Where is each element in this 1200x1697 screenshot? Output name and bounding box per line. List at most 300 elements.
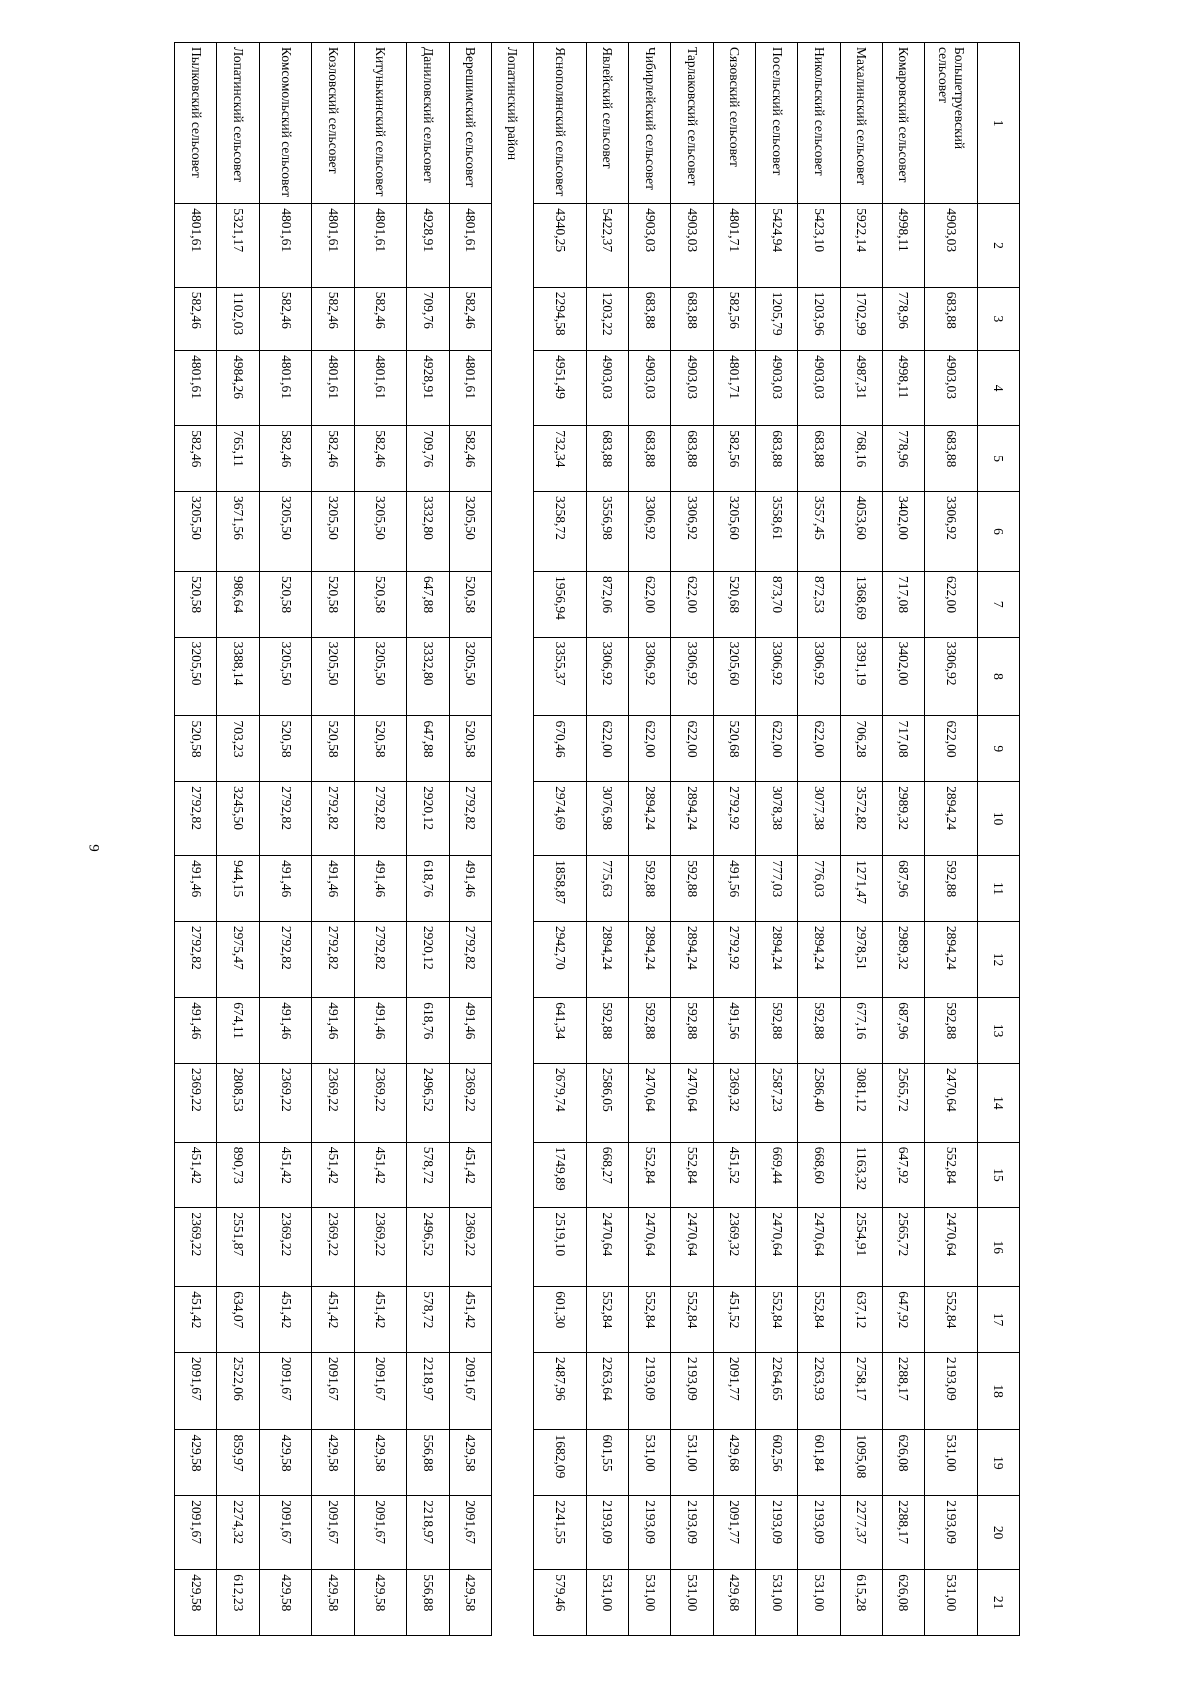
- value-cell: 582,46: [354, 287, 407, 350]
- column-header: 3: [977, 287, 1019, 350]
- table-row: [534, 43, 587, 1636]
- value-cell: 3205,60: [713, 637, 755, 716]
- value-cell: 429,58: [175, 1570, 217, 1636]
- value-cell: 2193,09: [629, 1352, 671, 1430]
- value-cell: 2679,74: [534, 1063, 587, 1142]
- value-cell: 429,58: [449, 1430, 491, 1496]
- value-cell: 2091,67: [259, 1496, 312, 1570]
- row-name: Сязовский сельсовет: [713, 43, 755, 204]
- value-cell: 2369,22: [354, 1063, 407, 1142]
- value-cell: 4903,03: [755, 351, 797, 426]
- column-header: 1: [977, 43, 1019, 204]
- value-cell: 618,76: [407, 856, 449, 922]
- table-row: [671, 43, 713, 1636]
- value-cell: 2091,67: [354, 1496, 407, 1570]
- value-cell: 451,42: [354, 1287, 407, 1353]
- empty-cell: [491, 1063, 533, 1142]
- value-cell: 582,46: [312, 287, 354, 350]
- value-cell: 3671,56: [217, 491, 259, 571]
- value-cell: 2792,92: [713, 782, 755, 856]
- value-cell: 1682,09: [534, 1430, 587, 1496]
- value-cell: 687,96: [882, 856, 924, 922]
- value-cell: 2091,67: [312, 1352, 354, 1430]
- value-cell: 778,96: [882, 426, 924, 492]
- value-cell: 520,68: [713, 716, 755, 782]
- value-cell: 451,42: [175, 1142, 217, 1208]
- column-header: 5: [977, 426, 1019, 492]
- empty-cell: [491, 491, 533, 571]
- value-cell: 2369,22: [449, 1063, 491, 1142]
- value-cell: 3306,92: [671, 637, 713, 716]
- value-cell: 2565,72: [882, 1208, 924, 1287]
- value-cell: 3388,14: [217, 637, 259, 716]
- value-cell: 2193,09: [925, 1352, 978, 1430]
- value-cell: 3076,98: [586, 782, 628, 856]
- value-cell: 3572,82: [840, 782, 882, 856]
- row-name: Явлейский сельсовет: [586, 43, 628, 204]
- value-cell: 3258,72: [534, 491, 587, 571]
- value-cell: 2894,24: [586, 921, 628, 997]
- value-cell: 634,07: [217, 1287, 259, 1353]
- value-cell: 429,58: [312, 1570, 354, 1636]
- value-cell: 2193,09: [671, 1352, 713, 1430]
- value-cell: 683,88: [925, 426, 978, 492]
- value-cell: 670,46: [534, 716, 587, 782]
- value-cell: 582,46: [449, 426, 491, 492]
- table-row: [175, 43, 217, 1636]
- value-cell: 4801,61: [449, 204, 491, 288]
- value-cell: 777,03: [755, 856, 797, 922]
- value-cell: 4801,61: [259, 204, 312, 288]
- empty-cell: [491, 1430, 533, 1496]
- value-cell: 1205,79: [755, 287, 797, 350]
- value-cell: 2496,52: [407, 1063, 449, 1142]
- value-cell: 491,56: [713, 856, 755, 922]
- value-cell: 2277,37: [840, 1496, 882, 1570]
- value-cell: 641,34: [534, 998, 587, 1064]
- value-cell: 4998,11: [882, 204, 924, 288]
- value-cell: 2519,10: [534, 1208, 587, 1287]
- empty-cell: [491, 921, 533, 997]
- value-cell: 2091,77: [713, 1352, 755, 1430]
- table-row: [925, 43, 978, 1636]
- empty-cell: [491, 716, 533, 782]
- column-header: 4: [977, 351, 1019, 426]
- table-row: [882, 43, 924, 1636]
- row-name: Китунькинский сельсовет: [354, 43, 407, 204]
- value-cell: 3205,50: [175, 637, 217, 716]
- value-cell: 2942,70: [534, 921, 587, 997]
- value-cell: 556,88: [407, 1570, 449, 1636]
- page-number: 9: [85, 844, 102, 852]
- value-cell: 709,76: [407, 287, 449, 350]
- value-cell: 3205,50: [312, 491, 354, 571]
- value-cell: 986,64: [217, 571, 259, 637]
- table-row: [354, 43, 407, 1636]
- value-cell: 615,28: [840, 1570, 882, 1636]
- value-cell: 491,46: [312, 856, 354, 922]
- value-cell: 3205,50: [312, 637, 354, 716]
- value-cell: 2369,32: [713, 1063, 755, 1142]
- value-cell: 582,46: [312, 426, 354, 492]
- value-cell: 626,08: [882, 1430, 924, 1496]
- value-cell: 3306,92: [755, 637, 797, 716]
- value-cell: 683,88: [629, 287, 671, 350]
- value-cell: 732,34: [534, 426, 587, 492]
- value-cell: 3205,50: [354, 491, 407, 571]
- value-cell: 2091,67: [175, 1496, 217, 1570]
- value-cell: 578,72: [407, 1287, 449, 1353]
- table-row: [713, 43, 755, 1636]
- value-cell: 4987,31: [840, 351, 882, 426]
- value-cell: 2587,23: [755, 1063, 797, 1142]
- value-cell: 556,88: [407, 1430, 449, 1496]
- value-cell: 592,88: [586, 998, 628, 1064]
- value-cell: 520,58: [354, 571, 407, 637]
- value-cell: 3205,60: [713, 491, 755, 571]
- table-row: [798, 43, 840, 1636]
- value-cell: 2894,24: [798, 921, 840, 997]
- value-cell: 2091,67: [449, 1352, 491, 1430]
- value-cell: 647,88: [407, 571, 449, 637]
- column-header: 8: [977, 637, 1019, 716]
- value-cell: 2369,22: [354, 1208, 407, 1287]
- section-title: Лопатинский район: [491, 43, 533, 204]
- value-cell: 5422,37: [586, 204, 628, 288]
- value-cell: 3205,50: [449, 637, 491, 716]
- value-cell: 4801,61: [175, 351, 217, 426]
- value-cell: 3306,92: [671, 491, 713, 571]
- value-cell: 3306,92: [798, 637, 840, 716]
- value-cell: 622,00: [755, 716, 797, 782]
- value-cell: 2470,64: [586, 1208, 628, 1287]
- value-cell: 2470,64: [925, 1063, 978, 1142]
- value-cell: 3081,12: [840, 1063, 882, 1142]
- value-cell: 2264,65: [755, 1352, 797, 1430]
- value-cell: 4801,71: [713, 351, 755, 426]
- table-row: [586, 43, 628, 1636]
- value-cell: 2894,24: [755, 921, 797, 997]
- column-header: 15: [977, 1142, 1019, 1208]
- value-cell: 683,88: [586, 426, 628, 492]
- value-cell: 4903,03: [586, 351, 628, 426]
- value-cell: 520,58: [449, 716, 491, 782]
- value-cell: 626,08: [882, 1570, 924, 1636]
- value-cell: 2894,24: [925, 782, 978, 856]
- value-cell: 552,84: [671, 1142, 713, 1208]
- value-cell: 2470,64: [798, 1208, 840, 1287]
- value-cell: 677,16: [840, 998, 882, 1064]
- rotated-table-container: [174, 42, 1020, 1636]
- value-cell: 1271,47: [840, 856, 882, 922]
- value-cell: 491,46: [259, 998, 312, 1064]
- value-cell: 429,58: [449, 1570, 491, 1636]
- value-cell: 429,58: [354, 1430, 407, 1496]
- row-name: Чибирлейский сельсовет: [629, 43, 671, 204]
- value-cell: 612,23: [217, 1570, 259, 1636]
- value-cell: 775,63: [586, 856, 628, 922]
- value-cell: 1095,08: [840, 1430, 882, 1496]
- row-name: Яснополянский сельсовет: [534, 43, 587, 204]
- value-cell: 2193,09: [629, 1496, 671, 1570]
- value-cell: 2263,93: [798, 1352, 840, 1430]
- table-row: [755, 43, 797, 1636]
- value-cell: 552,84: [671, 1287, 713, 1353]
- row-name: Лопатинский сельсовет: [217, 43, 259, 204]
- value-cell: 552,84: [586, 1287, 628, 1353]
- value-cell: 2369,32: [713, 1208, 755, 1287]
- column-header: 11: [977, 856, 1019, 922]
- value-cell: 2894,24: [629, 782, 671, 856]
- value-cell: 683,88: [798, 426, 840, 492]
- value-cell: 890,73: [217, 1142, 259, 1208]
- value-cell: 491,46: [449, 856, 491, 922]
- value-cell: 491,46: [354, 856, 407, 922]
- value-cell: 3332,80: [407, 637, 449, 716]
- value-cell: 582,46: [354, 426, 407, 492]
- value-cell: 683,88: [671, 287, 713, 350]
- value-cell: 582,46: [449, 287, 491, 350]
- value-cell: 3205,50: [175, 491, 217, 571]
- table-row: [259, 43, 312, 1636]
- value-cell: 2565,72: [882, 1063, 924, 1142]
- value-cell: 451,42: [312, 1287, 354, 1353]
- value-cell: 2792,82: [259, 782, 312, 856]
- value-cell: 4903,03: [671, 204, 713, 288]
- value-cell: 2792,82: [312, 782, 354, 856]
- table-row: [449, 43, 491, 1636]
- value-cell: 491,46: [312, 998, 354, 1064]
- value-cell: 4801,61: [259, 351, 312, 426]
- value-cell: 1956,94: [534, 571, 587, 637]
- value-cell: 2792,82: [312, 921, 354, 997]
- column-header: 14: [977, 1063, 1019, 1142]
- value-cell: 2808,53: [217, 1063, 259, 1142]
- value-cell: 647,92: [882, 1142, 924, 1208]
- row-name: Тарлаковский сельсовет: [671, 43, 713, 204]
- row-name: Козловский сельсовет: [312, 43, 354, 204]
- value-cell: 552,84: [629, 1142, 671, 1208]
- value-cell: 429,58: [175, 1430, 217, 1496]
- value-cell: 2091,67: [175, 1352, 217, 1430]
- empty-cell: [491, 856, 533, 922]
- value-cell: 2894,24: [671, 782, 713, 856]
- value-cell: 4801,61: [312, 204, 354, 288]
- value-cell: 4903,03: [798, 351, 840, 426]
- value-cell: 3205,50: [259, 637, 312, 716]
- value-cell: 2920,12: [407, 921, 449, 997]
- value-cell: 520,58: [354, 716, 407, 782]
- value-cell: 2294,58: [534, 287, 587, 350]
- value-cell: 1749,89: [534, 1142, 587, 1208]
- value-cell: 622,00: [925, 716, 978, 782]
- empty-cell: [491, 1496, 533, 1570]
- value-cell: 491,46: [175, 856, 217, 922]
- value-cell: 451,42: [259, 1142, 312, 1208]
- value-cell: 451,42: [175, 1287, 217, 1353]
- value-cell: 4903,03: [671, 351, 713, 426]
- value-cell: 2369,22: [175, 1063, 217, 1142]
- value-cell: 859,97: [217, 1430, 259, 1496]
- value-cell: 2091,67: [312, 1496, 354, 1570]
- value-cell: 592,88: [755, 998, 797, 1064]
- value-cell: 1203,22: [586, 287, 628, 350]
- value-cell: 2091,67: [354, 1352, 407, 1430]
- value-cell: 4053,60: [840, 491, 882, 571]
- value-cell: 582,56: [713, 426, 755, 492]
- value-cell: 2792,82: [449, 921, 491, 997]
- value-cell: 451,42: [354, 1142, 407, 1208]
- value-cell: 592,88: [629, 856, 671, 922]
- value-cell: 683,88: [755, 426, 797, 492]
- value-cell: 2263,64: [586, 1352, 628, 1430]
- value-cell: 2487,96: [534, 1352, 587, 1430]
- data-table: [174, 42, 1020, 1636]
- value-cell: 531,00: [629, 1570, 671, 1636]
- value-cell: 531,00: [925, 1430, 978, 1496]
- value-cell: 717,08: [882, 716, 924, 782]
- value-cell: 668,27: [586, 1142, 628, 1208]
- empty-cell: [491, 637, 533, 716]
- section-row: [491, 43, 533, 1636]
- value-cell: 872,06: [586, 571, 628, 637]
- value-cell: 2369,22: [175, 1208, 217, 1287]
- empty-cell: [491, 1570, 533, 1636]
- value-cell: 1163,32: [840, 1142, 882, 1208]
- value-cell: 4801,61: [312, 351, 354, 426]
- value-cell: 429,58: [259, 1430, 312, 1496]
- value-cell: 451,52: [713, 1287, 755, 1353]
- value-cell: 2470,64: [755, 1208, 797, 1287]
- empty-cell: [491, 351, 533, 426]
- value-cell: 622,00: [671, 571, 713, 637]
- value-cell: 3556,98: [586, 491, 628, 571]
- value-cell: 683,88: [671, 426, 713, 492]
- value-cell: 578,72: [407, 1142, 449, 1208]
- value-cell: 717,08: [882, 571, 924, 637]
- value-cell: 429,68: [713, 1570, 755, 1636]
- value-cell: 592,88: [925, 998, 978, 1064]
- value-cell: 622,00: [586, 716, 628, 782]
- value-cell: 2369,22: [449, 1208, 491, 1287]
- value-cell: 3306,92: [925, 491, 978, 571]
- value-cell: 622,00: [629, 571, 671, 637]
- value-cell: 2978,51: [840, 921, 882, 997]
- value-cell: 2554,91: [840, 1208, 882, 1287]
- empty-cell: [491, 287, 533, 350]
- value-cell: 2193,09: [671, 1496, 713, 1570]
- value-cell: 3077,38: [798, 782, 840, 856]
- value-cell: 3332,80: [407, 491, 449, 571]
- value-cell: 552,84: [755, 1287, 797, 1353]
- value-cell: 2792,82: [175, 921, 217, 997]
- row-name: Никольский сельсовет: [798, 43, 840, 204]
- value-cell: 709,76: [407, 426, 449, 492]
- value-cell: 552,84: [925, 1287, 978, 1353]
- value-cell: 520,58: [312, 571, 354, 637]
- row-name: Посельский сельсовет: [755, 43, 797, 204]
- value-cell: 4903,03: [925, 351, 978, 426]
- value-cell: 491,56: [713, 998, 755, 1064]
- value-cell: 552,84: [925, 1142, 978, 1208]
- empty-cell: [491, 1352, 533, 1430]
- value-cell: 5922,14: [840, 204, 882, 288]
- value-cell: 582,46: [259, 426, 312, 492]
- value-cell: 3391,19: [840, 637, 882, 716]
- value-cell: 4801,71: [713, 204, 755, 288]
- value-cell: 4801,61: [449, 351, 491, 426]
- value-cell: 768,16: [840, 426, 882, 492]
- value-cell: 3306,92: [586, 637, 628, 716]
- value-cell: 2586,40: [798, 1063, 840, 1142]
- column-header: 6: [977, 491, 1019, 571]
- value-cell: 2274,32: [217, 1496, 259, 1570]
- value-cell: 2792,82: [354, 921, 407, 997]
- table-row: [312, 43, 354, 1636]
- value-cell: 622,00: [671, 716, 713, 782]
- value-cell: 592,88: [671, 856, 713, 922]
- value-cell: 579,46: [534, 1570, 587, 1636]
- value-cell: 765,11: [217, 426, 259, 492]
- empty-cell: [491, 998, 533, 1064]
- value-cell: 683,88: [629, 426, 671, 492]
- value-cell: 2369,22: [259, 1208, 312, 1287]
- value-cell: 4928,91: [407, 351, 449, 426]
- value-cell: 2470,64: [629, 1208, 671, 1287]
- value-cell: 1102,03: [217, 287, 259, 350]
- value-cell: 669,44: [755, 1142, 797, 1208]
- column-header: 10: [977, 782, 1019, 856]
- value-cell: 491,46: [354, 998, 407, 1064]
- row-name: Комаровский сельсовет: [882, 43, 924, 204]
- value-cell: 1702,99: [840, 287, 882, 350]
- value-cell: 872,53: [798, 571, 840, 637]
- table-row: [407, 43, 449, 1636]
- value-cell: 2551,87: [217, 1208, 259, 1287]
- value-cell: 2218,97: [407, 1496, 449, 1570]
- value-cell: 706,28: [840, 716, 882, 782]
- column-header: 19: [977, 1430, 1019, 1496]
- value-cell: 2288,17: [882, 1496, 924, 1570]
- value-cell: 683,88: [925, 287, 978, 350]
- value-cell: 5321,17: [217, 204, 259, 288]
- empty-cell: [491, 1287, 533, 1353]
- value-cell: 647,88: [407, 716, 449, 782]
- value-cell: 944,15: [217, 856, 259, 922]
- value-cell: 2792,82: [449, 782, 491, 856]
- value-cell: 4801,61: [354, 204, 407, 288]
- value-cell: 2218,97: [407, 1352, 449, 1430]
- value-cell: 451,42: [449, 1287, 491, 1353]
- value-cell: 3558,61: [755, 491, 797, 571]
- value-cell: 531,00: [671, 1430, 713, 1496]
- value-cell: 3557,45: [798, 491, 840, 571]
- value-cell: 2989,32: [882, 782, 924, 856]
- value-cell: 582,46: [175, 287, 217, 350]
- value-cell: 5423,10: [798, 204, 840, 288]
- value-cell: 451,42: [312, 1142, 354, 1208]
- value-cell: 491,46: [259, 856, 312, 922]
- value-cell: 592,88: [671, 998, 713, 1064]
- value-cell: 2894,24: [671, 921, 713, 997]
- value-cell: 4984,26: [217, 351, 259, 426]
- value-cell: 592,88: [798, 998, 840, 1064]
- empty-cell: [491, 426, 533, 492]
- value-cell: 1858,87: [534, 856, 587, 922]
- value-cell: 622,00: [925, 571, 978, 637]
- value-cell: 4801,61: [175, 204, 217, 288]
- column-header: 20: [977, 1496, 1019, 1570]
